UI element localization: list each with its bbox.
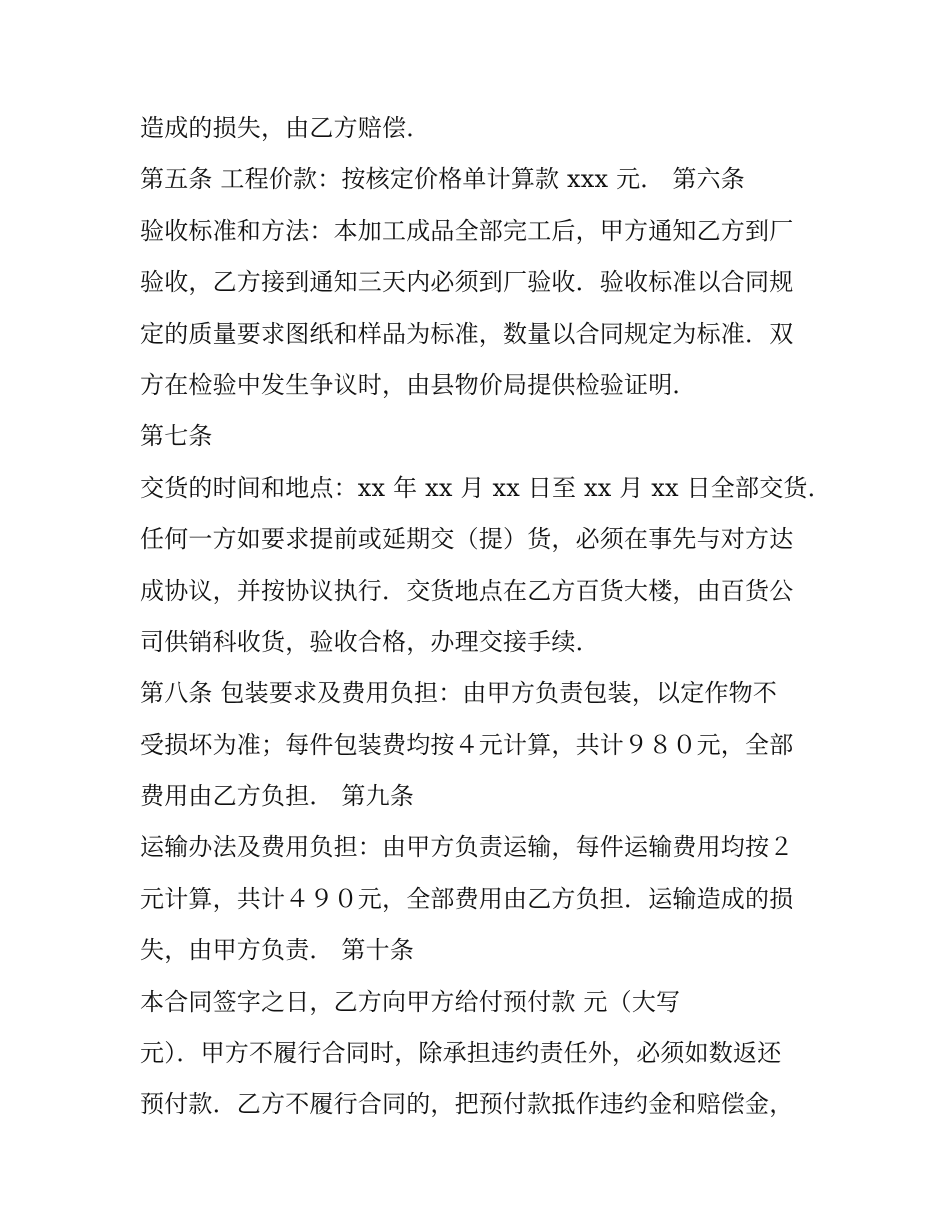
text-line: 运输办法及费用负担：由甲方负责运输，每件运输费用均按２ bbox=[140, 833, 794, 862]
text-line: 第五条 工程价款：按核定价格单计算款 xxx 元． 第六条 bbox=[140, 165, 745, 194]
text-line: 交货的时间和地点：xx 年 xx 月 xx 日至 xx 月 xx 日全部交货． bbox=[140, 473, 832, 502]
text-line: 失，由甲方负责． 第十条 bbox=[140, 936, 415, 965]
contract-text-body bbox=[140, 103, 832, 1131]
text-line: 定的质量要求图纸和样品为标准，数量以合同规定为标准．双 bbox=[140, 319, 794, 348]
text-line: 本合同签字之日，乙方向甲方给付预付款 元（大写 bbox=[140, 987, 681, 1016]
text-line: 元计算，共计４９０元，全部费用由乙方负担．运输造成的损 bbox=[140, 884, 794, 913]
text-line: 成协议，并按协议执行．交货地点在乙方百货大楼，由百货公 bbox=[140, 576, 794, 605]
text-line: 验收标准和方法：本加工成品全部完工后，甲方通知乙方到厂 bbox=[140, 216, 794, 245]
text-line: 受损坏为准；每件包装费均按４元计算，共计９８０元，全部 bbox=[140, 730, 794, 759]
text-line: 费用由乙方负担． 第九条 bbox=[140, 782, 415, 811]
text-line: 方在检验中发生争议时，由县物价局提供检验证明． bbox=[140, 370, 697, 399]
text-line: 第八条 包装要求及费用负担：由甲方负责包装，以定作物不 bbox=[140, 679, 778, 708]
text-line: 第七条 bbox=[140, 422, 213, 451]
text-line: 造成的损失，由乙方赔偿． bbox=[140, 114, 431, 142]
text-line: 预付款．乙方不履行合同的，把预付款抵作违约金和赔偿金， bbox=[140, 1090, 794, 1119]
text-line: 司供销科收货，验收合格，办理交接手续． bbox=[140, 627, 600, 656]
text-line: 任何一方如要求提前或延期交（提）货，必须在事先与对方达 bbox=[140, 525, 794, 554]
text-line: 验收，乙方接到通知三天内必须到厂验收．验收标准以合同规 bbox=[140, 268, 794, 297]
text-line: 元）．甲方不履行合同时，除承担违约责任外，必须如数返还 bbox=[140, 1039, 782, 1068]
